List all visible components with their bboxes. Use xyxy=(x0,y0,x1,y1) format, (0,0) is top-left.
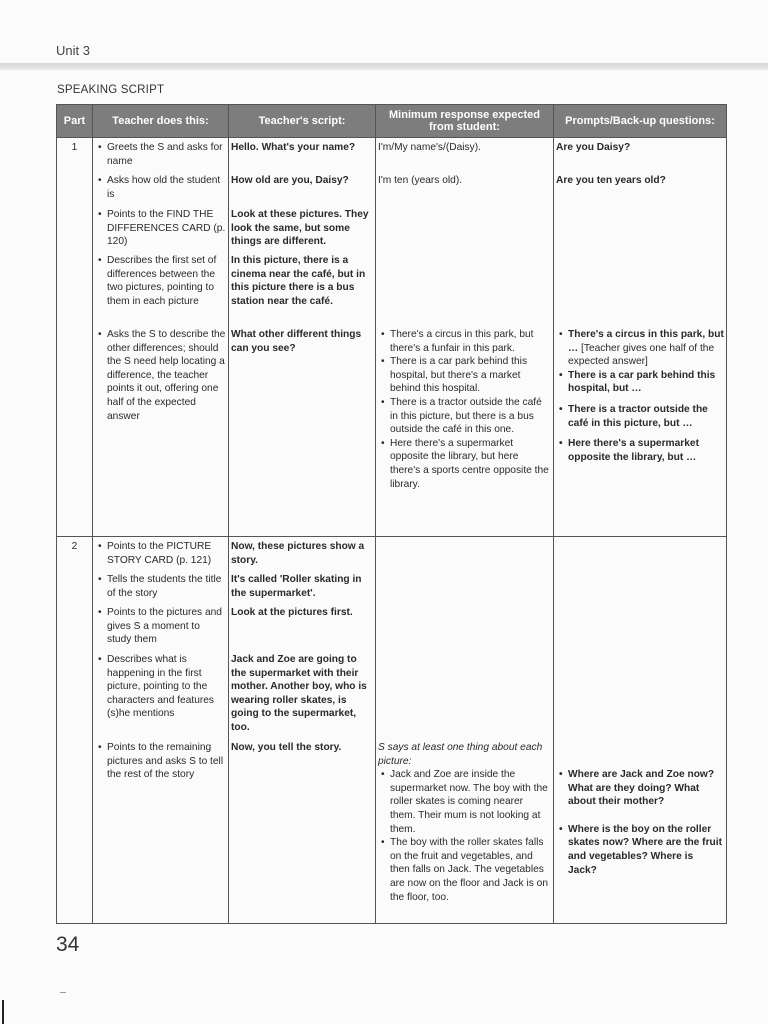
list-item: • Where is the boy on the roller skates now? Where are the fruit and vegetables? Where is Jack? xyxy=(556,823,724,877)
teacher-script-cell xyxy=(229,537,376,924)
prompt-age: Are you ten years old? xyxy=(556,175,666,186)
col-header-minimum-response: Minimum response expected from student: xyxy=(376,105,554,138)
prompt-circus-note: [Teacher gives one half of the expected answer] xyxy=(568,342,715,368)
response-intro: S says at least one thing about each picture: xyxy=(378,742,543,767)
section-title: SPEAKING SCRIPT xyxy=(57,84,165,96)
table-row xyxy=(57,537,727,924)
list-item: • There is a car park behind this hospital, but there's a market behind this hospital. xyxy=(378,355,551,396)
col-header-teacher-script: Teacher's script: xyxy=(229,105,376,138)
list-item: • Points to the pictures and gives S a moment to study them xyxy=(95,606,226,653)
list-item: • There is a tractor outside the café in this picture, but there is a bus outside the café in this one. xyxy=(378,396,551,437)
speaking-script-table xyxy=(56,104,727,924)
response-age: I'm ten (years old). xyxy=(378,175,463,186)
response-spacer xyxy=(378,540,551,741)
list-item: • Points to the remaining pictures and asks S to tell the rest of the story xyxy=(95,741,226,782)
script-line: Look at these pictures. They look the same, but some things are different. xyxy=(231,209,369,248)
prompts-cell xyxy=(554,138,727,537)
list-item: • Where are Jack and Zoe now? What are they doing? What about their mother? xyxy=(556,768,724,809)
script-line: Now, you tell the story. xyxy=(231,742,342,753)
list-item: • There's a circus in this park, but there's a funfair in this park. xyxy=(378,328,551,355)
script-line: It's called 'Roller skating in the supermarket'. xyxy=(231,574,362,599)
script-line: Look at the pictures first. xyxy=(231,607,353,618)
table-row xyxy=(57,138,727,537)
prompt-circus-text: There's a circus in this park, but … xyxy=(568,329,724,354)
list-item: • Points to the PICTURE STORY CARD (p. 121) xyxy=(95,540,226,573)
script-line: Hello. What's your name? xyxy=(231,142,356,153)
list-item xyxy=(556,328,724,369)
minimum-response-cell xyxy=(376,138,554,537)
list-item: • There is a tractor outside the café in this picture, but … xyxy=(556,403,724,430)
teacher-does-cell xyxy=(93,537,229,924)
col-header-prompts: Prompts/Back-up questions: xyxy=(554,105,727,138)
teacher-does-cell xyxy=(93,138,229,537)
script-line: How old are you, Daisy? xyxy=(231,175,349,186)
list-item: • Here there's a supermarket opposite the library, but here there's a sports centre opposite the library. xyxy=(378,437,551,491)
teacher-script-cell xyxy=(229,138,376,537)
list-item: • Jack and Zoe are inside the supermarket now. The boy with the roller skates is coming nearer them. Their mum is not looking at them. xyxy=(378,768,551,836)
prompt-spacer xyxy=(556,540,724,768)
response-name: I'm/My name's/(Daisy). xyxy=(378,142,481,153)
script-line: What other different things can you see? xyxy=(231,329,362,354)
list-item: • Here there's a supermarket opposite the library, but … xyxy=(556,437,724,464)
list-item: • Points to the FIND THE DIFFERENCES CARD (p. 120) xyxy=(95,208,226,254)
col-header-teacher-does: Teacher does this: xyxy=(93,105,229,138)
table-header-row xyxy=(57,105,727,138)
script-line: Jack and Zoe are going to the supermarket with their mother. Another boy, who is wearing roller skates, is going to the supermarket, too. xyxy=(231,654,367,733)
script-line: In this picture, there is a cinema near the café, but in this picture there is a bus station near the café. xyxy=(231,255,366,307)
unit-label: Unit 3 xyxy=(56,43,90,58)
edge-mark xyxy=(2,1000,4,1024)
part-number: 2 xyxy=(57,537,93,924)
list-item: • Describes the first set of differences between the two pictures, pointing to them in each picture xyxy=(95,254,226,328)
list-item: • Asks how old the student is xyxy=(95,174,226,208)
prompts-cell xyxy=(554,537,727,924)
script-line: Now, these pictures show a story. xyxy=(231,541,365,566)
list-item: • There is a car park behind this hospital, but … xyxy=(556,369,724,396)
minimum-response-cell xyxy=(376,537,554,924)
header-rule xyxy=(0,63,768,70)
col-header-part: Part xyxy=(57,105,93,138)
list-item: • The boy with the roller skates falls on the fruit and vegetables, and then falls on Jack. The vegetables are now on the floor and Jack is on the floor, too. xyxy=(378,836,551,904)
list-item: • Tells the students the title of the story xyxy=(95,573,226,606)
list-item: • Asks the S to describe the other differences; should the S need help locating a difference, the teacher points it out, offering one half of the expected answer xyxy=(95,328,226,423)
page-number: 34 xyxy=(56,933,80,956)
margin-mark xyxy=(60,992,66,993)
prompt-name: Are you Daisy? xyxy=(556,142,631,153)
list-item: • Greets the S and asks for name xyxy=(95,141,226,174)
part-number: 1 xyxy=(57,138,93,537)
list-item: • Describes what is happening in the first picture, pointing to the characters and features (s)he mentions xyxy=(95,653,226,741)
